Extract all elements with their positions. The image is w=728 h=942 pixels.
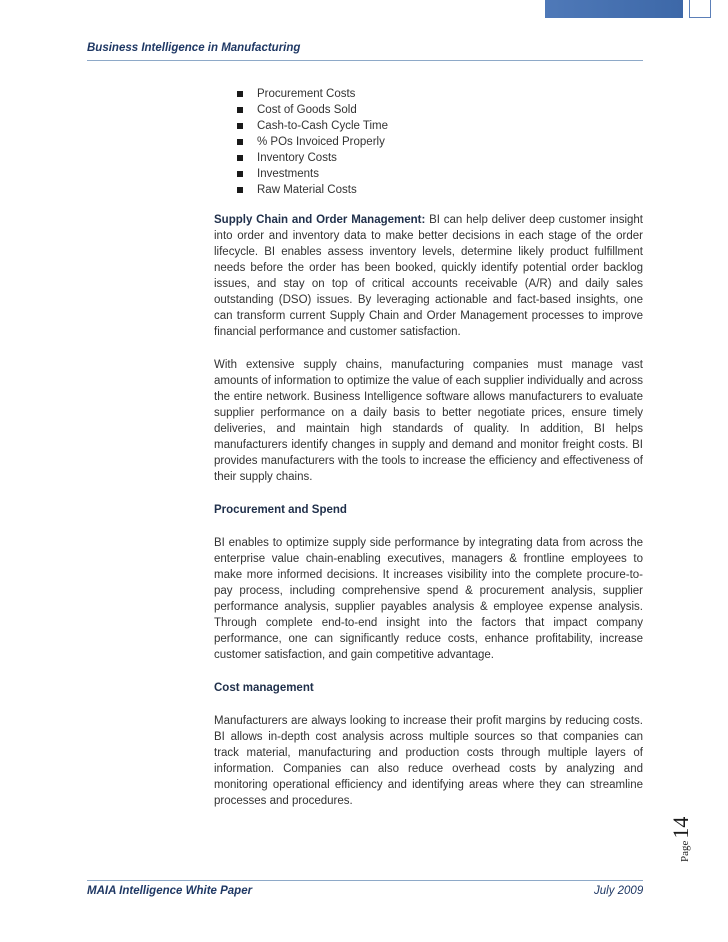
- square-bullet-icon: [237, 187, 243, 193]
- square-bullet-icon: [237, 171, 243, 177]
- page-number-label: [668, 802, 693, 862]
- header-decor-bar: [545, 0, 683, 18]
- metrics-bullet-list: [237, 86, 388, 198]
- body-content: [214, 212, 643, 826]
- procurement-heading: Procurement and Spend: [214, 504, 347, 516]
- footer-rule: [87, 880, 643, 881]
- supply-chain-paragraph: [214, 212, 643, 340]
- list-item: Raw Material Costs: [237, 182, 388, 198]
- procurement-paragraph: BI enables to optimize supply side performance by integrating data from across the enterprise value chain-enabling executives, managers & frontline employees to make more informed decisions. It increases visibility into the complete procure-to-pay process, including comprehensive spend & procurement analysis, supplier performance analysis, supplier payables analysis & employee expense analysis. Through complete end-to-end insight into the factors that impact company performance, one can significantly reduce costs, enhance profitability, increase customer satisfaction, and gain competitive advantage.: [214, 537, 643, 661]
- supply-chain-heading: Supply Chain and Order Management:: [214, 214, 426, 226]
- square-bullet-icon: [237, 139, 243, 145]
- cost-management-paragraph: Manufacturers are always looking to increase their profit margins by reducing costs. BI allows in-depth cost analysis across multiple sources so that companies can track material, manufacturing and production costs through multiple layers of information. Companies can also reduce overhead costs by analyzing and monitoring operational efficiency and identifying areas where they can streamline processes and procedures.: [214, 715, 643, 807]
- supply-chain-text: BI can help deliver deep customer insight into order and inventory data to make better decisions in each stage of the order lifecycle. BI enables assess inventory levels, determine likely product fulfillment needs before the order has been booked, quickly identify potential order backlog issues, and stay on top of critical accounts receivable (A/R) and daily sales outstanding (DSO) issues. By leveraging actionable and fact-based insights, one can transform current Supply Chain and Order Management processes to improve financial performance and customer satisfaction.: [214, 214, 643, 338]
- list-item: Inventory Costs: [237, 150, 388, 166]
- footer-publication-title: MAIA Intelligence White Paper: [87, 885, 253, 897]
- cost-management-heading: Cost management: [214, 682, 314, 694]
- supply-chain-paragraph-2: With extensive supply chains, manufacturing companies must manage vast amounts of information to optimize the value of each supplier individually and across the entire network. Business Intelligence software allows manufacturers to evaluate supplier performance on a daily basis to better negotiate prices, ensure timely deliveries, and maintain high standards of quality. In addition, BI helps manufacturers identify changes in supply and demand and monitor freight costs. BI provides manufacturers with the tools to increase the efficiency and effectiveness of their supply chains.: [214, 359, 643, 483]
- list-item: Procurement Costs: [237, 86, 388, 102]
- header-rule: [87, 60, 643, 61]
- footer-date: July 2009: [594, 885, 644, 897]
- page-number: 14: [668, 816, 693, 839]
- document-header-title: Business Intelligence in Manufacturing: [87, 42, 301, 54]
- square-bullet-icon: [237, 91, 243, 97]
- list-item: % POs Invoiced Properly: [237, 134, 388, 150]
- list-item: Cash-to-Cash Cycle Time: [237, 118, 388, 134]
- list-item: Investments: [237, 166, 388, 182]
- page-word: Page: [679, 840, 691, 862]
- list-item: Cost of Goods Sold: [237, 102, 388, 118]
- square-bullet-icon: [237, 123, 243, 129]
- square-bullet-icon: [237, 155, 243, 161]
- square-bullet-icon: [237, 107, 243, 113]
- header-decor-box: [689, 0, 711, 18]
